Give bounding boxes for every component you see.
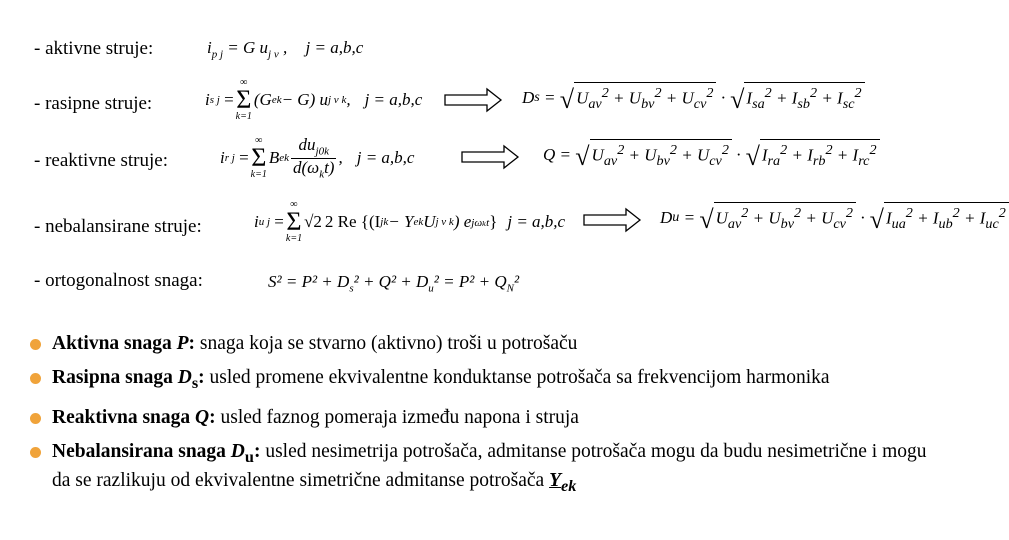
derivative-fraction: $\frac{du_{j0k}}{d(\omega_kt)}$ [293, 135, 335, 180]
list-item: Aktivna snaga P: snaga koja se stvarno (aktivno) troši u potrošaču [30, 332, 930, 355]
list-item: Reaktivna snaga Q: usled faznog pomeraja između napona i struja [30, 406, 930, 429]
scatter-current-equation: i s j = ∞ Σ k=1 (G ek − G) u j v k , j = a,b,c [205, 77, 423, 122]
list-item: Nebalansirana snaga $D_u$: usled nesimetrija potrošača, admitanse potrošača mogu da budu nesimetrične i mogu da se razlikuju od ekvivalentne simetrične admitanse potrošača $Y_{ek}$ [30, 440, 930, 498]
sum-symbol: ∞ Σ k=1 [250, 135, 267, 180]
bullet-icon [30, 373, 41, 384]
sum-symbol: ∞ Σ k=1 [235, 77, 252, 122]
implies-arrow-icon [443, 88, 503, 112]
list-item: Rasipna snaga $D_s$: usled promene ekvivalentne konduktanse potrošača sa frekvencijom harmonika [30, 366, 930, 395]
scatter-power-formula: D s = √ $U_{av}^2 + U_{bv}^2 + U_{cv}^2$ · √ $I_{sa}^2 + I_{sb}^2 + I_{sc}^2$ [522, 82, 865, 113]
unbalanced-power-formula: D u = √ $U_{av}^2 + U_{bv}^2 + U_{cv}^2$ · √ $I_{ua}^2 + I_{ub}^2 + I_{uc}^2$ [660, 202, 1009, 233]
reactive-current-equation: i r j = ∞ Σ k=1 B ek $\frac{du_{j0k}}{d(\omega_kt)}$ , j = a,b,c [220, 135, 415, 180]
row-label-reactive: - reaktivne struje: [34, 150, 169, 171]
unbalanced-current-equation: i u j = ∞ Σ k=1 √2 2 Re {(I jk − Y ek U j v k ) e jωₖt } j = a,b,c [254, 199, 566, 244]
row-label-scatter: - rasipne struje: [34, 93, 153, 114]
bullet-icon [30, 339, 41, 350]
definitions-list [30, 332, 930, 509]
bullet-icon [30, 447, 41, 458]
row-label-active: - aktivne struje: [34, 38, 154, 59]
row-label-unbalanced: - nebalansirane struje: [34, 216, 202, 237]
active-current-equation: $i_{p j} = G$ $u_{j v}$ , j = a,b,c [207, 38, 364, 61]
implies-arrow-icon [582, 208, 642, 232]
reactive-power-formula: Q = √ $U_{av}^2 + U_{bv}^2 + U_{cv}^2$ · √ $I_{ra}^2 + I_{rb}^2 + I_{rc}^2$ [543, 139, 880, 170]
sum-symbol: ∞ Σ k=1 [285, 199, 303, 244]
bullet-icon [30, 413, 41, 424]
row-label-orthogonality: - ortogonalnost snaga: [34, 270, 203, 291]
implies-arrow-icon [460, 145, 520, 169]
power-orthogonality-equation: $S^2 = P^2 + D_s^2 + Q^2 + D_u^2 = P^2 + Q_N^2$ [268, 272, 520, 295]
